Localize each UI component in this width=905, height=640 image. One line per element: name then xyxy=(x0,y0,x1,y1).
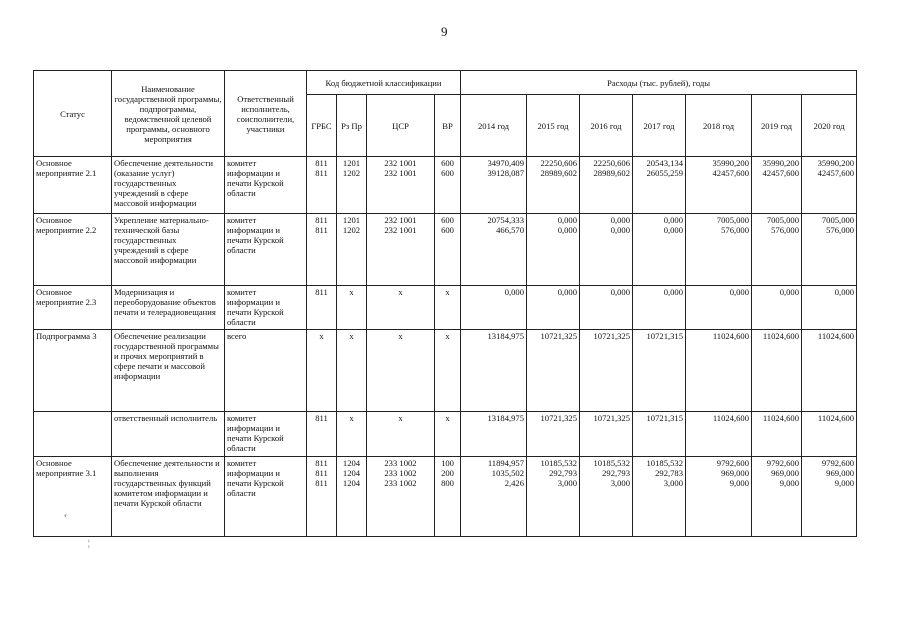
amount-cell xyxy=(580,329,633,411)
name-cell: Обеспечение деятельности и выполнения государственных функций комитетом информации и печати Курской области xyxy=(112,456,225,536)
name-cell: Обеспечение реализации государственной программы и прочих мероприятий в сфере печати и массовой информации xyxy=(112,329,225,411)
amount-value: 292,793 xyxy=(602,467,631,478)
vr-cell-value: х xyxy=(445,330,450,341)
amount-value: 20754,333 xyxy=(487,214,525,225)
amount-cell xyxy=(461,285,527,329)
table-row xyxy=(34,456,857,536)
amount-value: 10185,532 xyxy=(646,457,684,468)
amount-value: 0,000 xyxy=(610,214,631,225)
status-cell: Подпрограмма 3 xyxy=(34,329,112,411)
amount-value: 13184,975 xyxy=(487,330,525,341)
amount-cell xyxy=(461,157,527,214)
header-year: 2014 год xyxy=(461,95,527,157)
amount-cell xyxy=(752,157,802,214)
responsible-cell: комитет информации и печати Курской области xyxy=(225,157,307,214)
responsible-cell: комитет информации и печати Курской области xyxy=(225,285,307,329)
amount-value: 39128,087 xyxy=(487,168,525,178)
amount-value: 26055,259 xyxy=(646,168,684,178)
header-year: 2018 год xyxy=(686,95,752,157)
amount-value: 3,000 xyxy=(557,477,578,488)
rzpr-cell-value: 1201 xyxy=(342,158,361,168)
amount-cell xyxy=(802,157,857,214)
amount-value: 42457,600 xyxy=(712,168,750,178)
header-grbs: ГРБС xyxy=(307,95,337,157)
amount-cell xyxy=(752,213,802,285)
amount-value: 0,000 xyxy=(663,214,684,225)
rzpr-cell-value: 1204 xyxy=(342,467,361,478)
amount-value: 7005,000 xyxy=(821,214,855,225)
header-status: Статус xyxy=(34,71,112,157)
amount-value: 10721,315 xyxy=(646,413,684,424)
vr-cell-value: 600 xyxy=(441,214,454,225)
amount-value: 10721,315 xyxy=(646,330,684,341)
amount-cell xyxy=(752,412,802,456)
amount-value: 28989,602 xyxy=(540,168,578,178)
vr-cell-value: 800 xyxy=(441,477,454,488)
csr-cell-value: 232 1001 xyxy=(384,224,417,235)
responsible-cell: комитет информации и печати Курской области xyxy=(225,456,307,536)
header-csr: ЦСР xyxy=(367,95,435,157)
grbs-cell xyxy=(307,285,337,329)
amount-cell xyxy=(802,213,857,285)
amount-value: 0,000 xyxy=(504,286,525,297)
amount-cell xyxy=(802,412,857,456)
amount-cell xyxy=(527,285,580,329)
amount-cell xyxy=(686,456,752,536)
amount-cell xyxy=(686,285,752,329)
amount-value: 7005,000 xyxy=(716,214,750,225)
amount-cell xyxy=(527,456,580,536)
amount-value: 11894,957 xyxy=(487,457,525,468)
rzpr-cell xyxy=(337,412,367,456)
amount-value: 0,000 xyxy=(557,224,578,235)
amount-value: 576,000 xyxy=(826,224,855,235)
csr-cell-value: х xyxy=(398,413,403,424)
status-cell: Основное мероприятие 2.1 xyxy=(34,157,112,214)
amount-cell xyxy=(633,285,686,329)
amount-value: 11024,600 xyxy=(762,330,800,341)
status-cell: Основное мероприятие 3.1 xyxy=(34,456,112,536)
amount-cell xyxy=(527,157,580,214)
scan-mark: ‹ xyxy=(64,510,67,520)
grbs-cell xyxy=(307,329,337,411)
amount-value: 3,000 xyxy=(663,477,684,488)
name-cell: Обеспечение деятельности (оказание услуг) государственных учреждений в сфере массовой информации xyxy=(112,157,225,214)
amount-value: 10721,325 xyxy=(593,330,631,341)
csr-cell-value: 233 1002 xyxy=(384,457,417,468)
amount-value: 35990,200 xyxy=(762,158,800,168)
amount-value: 22250,606 xyxy=(593,158,631,168)
csr-cell-value: х xyxy=(398,330,403,341)
amount-value: 576,000 xyxy=(771,224,800,235)
vr-cell-value: 600 xyxy=(441,158,454,168)
amount-cell xyxy=(686,329,752,411)
amount-cell xyxy=(802,329,857,411)
amount-value: 9,000 xyxy=(729,477,750,488)
amount-value: 11024,600 xyxy=(817,330,855,341)
csr-cell-value: 232 1001 xyxy=(384,158,417,168)
vr-cell-value: 200 xyxy=(441,467,454,478)
amount-value: 0,000 xyxy=(663,286,684,297)
amount-value: 10721,325 xyxy=(593,413,631,424)
budget-table xyxy=(33,70,857,537)
rzpr-cell-value: 1202 xyxy=(342,224,361,235)
amount-value: 35990,200 xyxy=(712,158,750,168)
status-cell: Основное мероприятие 2.2 xyxy=(34,213,112,285)
grbs-cell-value: 811 xyxy=(315,457,328,468)
amount-value: 35990,200 xyxy=(817,158,855,168)
amount-cell xyxy=(633,329,686,411)
amount-value: 9792,600 xyxy=(716,457,750,468)
rzpr-cell xyxy=(337,213,367,285)
amount-cell xyxy=(686,412,752,456)
rzpr-cell-value: х xyxy=(349,413,354,424)
amount-cell xyxy=(752,329,802,411)
amount-value: 10721,325 xyxy=(540,330,578,341)
responsible-cell: комитет информации и печати Курской области xyxy=(225,412,307,456)
csr-cell-value: 233 1002 xyxy=(384,467,417,478)
status-cell xyxy=(34,412,112,456)
amount-value: 0,000 xyxy=(610,286,631,297)
amount-value: 11024,600 xyxy=(762,413,800,424)
amount-value: 576,000 xyxy=(721,224,750,235)
rzpr-cell-value: 1201 xyxy=(342,214,361,225)
csr-cell xyxy=(367,329,435,411)
amount-cell xyxy=(752,285,802,329)
amount-value: 2,426 xyxy=(504,477,525,488)
rzpr-cell xyxy=(337,456,367,536)
grbs-cell-value: х xyxy=(319,330,324,341)
amount-cell xyxy=(527,213,580,285)
amount-cell xyxy=(461,412,527,456)
amount-cell xyxy=(686,213,752,285)
amount-value: 11024,600 xyxy=(817,413,855,424)
amount-value: 9792,600 xyxy=(821,457,855,468)
status-cell: Основное мероприятие 2.3 xyxy=(34,285,112,329)
header-responsible: Ответственный исполнитель, соисполнители, участники xyxy=(225,71,307,157)
amount-cell xyxy=(461,329,527,411)
amount-value: 0,000 xyxy=(610,224,631,235)
amount-cell xyxy=(633,157,686,214)
amount-cell xyxy=(461,213,527,285)
amount-cell xyxy=(580,285,633,329)
amount-value: 11024,600 xyxy=(712,330,750,341)
grbs-cell xyxy=(307,213,337,285)
amount-value: 28989,602 xyxy=(593,168,631,178)
amount-value: 466,570 xyxy=(496,224,525,235)
vr-cell xyxy=(435,285,461,329)
csr-cell-value: 232 1001 xyxy=(384,168,417,178)
header-name: Наименование государственной программы, подпрограммы, ведомственной целевой программы, основного мероприятия xyxy=(112,71,225,157)
amount-value: 0,000 xyxy=(663,224,684,235)
vr-cell-value: х xyxy=(445,413,450,424)
name-cell: Укрепление материально-технической базы государственных учреждений в сфере массовой информации xyxy=(112,213,225,285)
rzpr-cell-value: х xyxy=(349,330,354,341)
amount-value: 0,000 xyxy=(557,214,578,225)
csr-cell xyxy=(367,412,435,456)
grbs-cell xyxy=(307,157,337,214)
amount-value: 9792,600 xyxy=(766,457,800,468)
header-vr: ВР xyxy=(435,95,461,157)
vr-cell xyxy=(435,456,461,536)
rzpr-cell-value: х xyxy=(349,286,354,297)
amount-cell xyxy=(686,157,752,214)
csr-cell xyxy=(367,285,435,329)
header-rzpr: Рз Пр xyxy=(337,95,367,157)
table-row xyxy=(34,213,857,285)
vr-cell-value: 600 xyxy=(441,224,454,235)
grbs-cell xyxy=(307,412,337,456)
amount-value: 10185,532 xyxy=(540,457,578,468)
vr-cell-value: 600 xyxy=(441,168,454,178)
amount-value: 13184,975 xyxy=(487,413,525,424)
vr-cell xyxy=(435,329,461,411)
amount-cell xyxy=(580,412,633,456)
vr-cell xyxy=(435,157,461,214)
amount-value: 10185,532 xyxy=(593,457,631,468)
vr-cell-value: х xyxy=(445,286,450,297)
amount-cell xyxy=(633,456,686,536)
rzpr-cell-value: 1204 xyxy=(342,477,361,488)
amount-value: 292,793 xyxy=(549,467,578,478)
vr-cell xyxy=(435,213,461,285)
rzpr-cell xyxy=(337,157,367,214)
grbs-cell xyxy=(307,456,337,536)
amount-cell xyxy=(527,412,580,456)
grbs-cell-value: 811 xyxy=(315,286,328,297)
csr-cell xyxy=(367,456,435,536)
vr-cell-value: 100 xyxy=(441,457,454,468)
table-row xyxy=(34,285,857,329)
amount-value: 11024,600 xyxy=(712,413,750,424)
csr-cell-value: х xyxy=(398,286,403,297)
header-budget-code: Код бюджетной классификации xyxy=(307,71,461,95)
amount-value: 34970,409 xyxy=(487,158,525,168)
amount-value: 292,783 xyxy=(655,467,684,478)
rzpr-cell-value: 1202 xyxy=(342,168,361,178)
csr-cell xyxy=(367,213,435,285)
csr-cell-value: 233 1002 xyxy=(384,477,417,488)
amount-value: 9,000 xyxy=(834,477,855,488)
amount-cell xyxy=(580,157,633,214)
amount-cell xyxy=(580,456,633,536)
responsible-cell: всего xyxy=(225,329,307,411)
grbs-cell-value: 811 xyxy=(315,477,328,488)
header-year: 2020 год xyxy=(802,95,857,157)
amount-cell xyxy=(580,213,633,285)
rzpr-cell xyxy=(337,285,367,329)
grbs-cell-value: 811 xyxy=(315,214,328,225)
amount-value: 969,000 xyxy=(771,467,800,478)
header-expenses: Расходы (тыс. рублей), годы xyxy=(461,71,857,95)
amount-value: 20543,134 xyxy=(646,158,684,168)
amount-cell xyxy=(461,456,527,536)
grbs-cell-value: 811 xyxy=(315,224,328,235)
amount-value: 3,000 xyxy=(610,477,631,488)
amount-value: 0,000 xyxy=(834,286,855,297)
amount-cell xyxy=(527,329,580,411)
header-year: 2017 год xyxy=(633,95,686,157)
table-row xyxy=(34,157,857,214)
rzpr-cell xyxy=(337,329,367,411)
table-row xyxy=(34,412,857,456)
amount-cell xyxy=(802,285,857,329)
table-row xyxy=(34,329,857,411)
amount-cell xyxy=(802,456,857,536)
amount-value: 969,000 xyxy=(826,467,855,478)
rzpr-cell-value: 1204 xyxy=(342,457,361,468)
amount-value: 0,000 xyxy=(779,286,800,297)
csr-cell xyxy=(367,157,435,214)
grbs-cell-value: 811 xyxy=(315,158,328,168)
scan-mark: ¦ xyxy=(88,538,90,548)
responsible-cell: комитет информации и печати Курской области xyxy=(225,213,307,285)
amount-value: 22250,606 xyxy=(540,158,578,168)
amount-value: 9,000 xyxy=(779,477,800,488)
name-cell: Модернизация и переоборудование объектов печати и телерадиовещания xyxy=(112,285,225,329)
amount-value: 42457,600 xyxy=(762,168,800,178)
amount-cell xyxy=(752,456,802,536)
vr-cell xyxy=(435,412,461,456)
name-cell: ответственный исполнитель xyxy=(112,412,225,456)
amount-value: 10721,325 xyxy=(540,413,578,424)
header-year: 2015 год xyxy=(527,95,580,157)
csr-cell-value: 232 1001 xyxy=(384,214,417,225)
amount-value: 0,000 xyxy=(729,286,750,297)
grbs-cell-value: 811 xyxy=(315,168,328,178)
amount-value: 969,000 xyxy=(721,467,750,478)
amount-value: 42457,600 xyxy=(817,168,855,178)
amount-cell xyxy=(633,213,686,285)
header-year: 2019 год xyxy=(752,95,802,157)
amount-value: 1035,502 xyxy=(491,467,525,478)
amount-cell xyxy=(633,412,686,456)
grbs-cell-value: 811 xyxy=(315,413,328,424)
header-year: 2016 год xyxy=(580,95,633,157)
amount-value: 7005,000 xyxy=(766,214,800,225)
grbs-cell-value: 811 xyxy=(315,467,328,478)
page-number: 9 xyxy=(441,24,448,39)
amount-value: 0,000 xyxy=(557,286,578,297)
